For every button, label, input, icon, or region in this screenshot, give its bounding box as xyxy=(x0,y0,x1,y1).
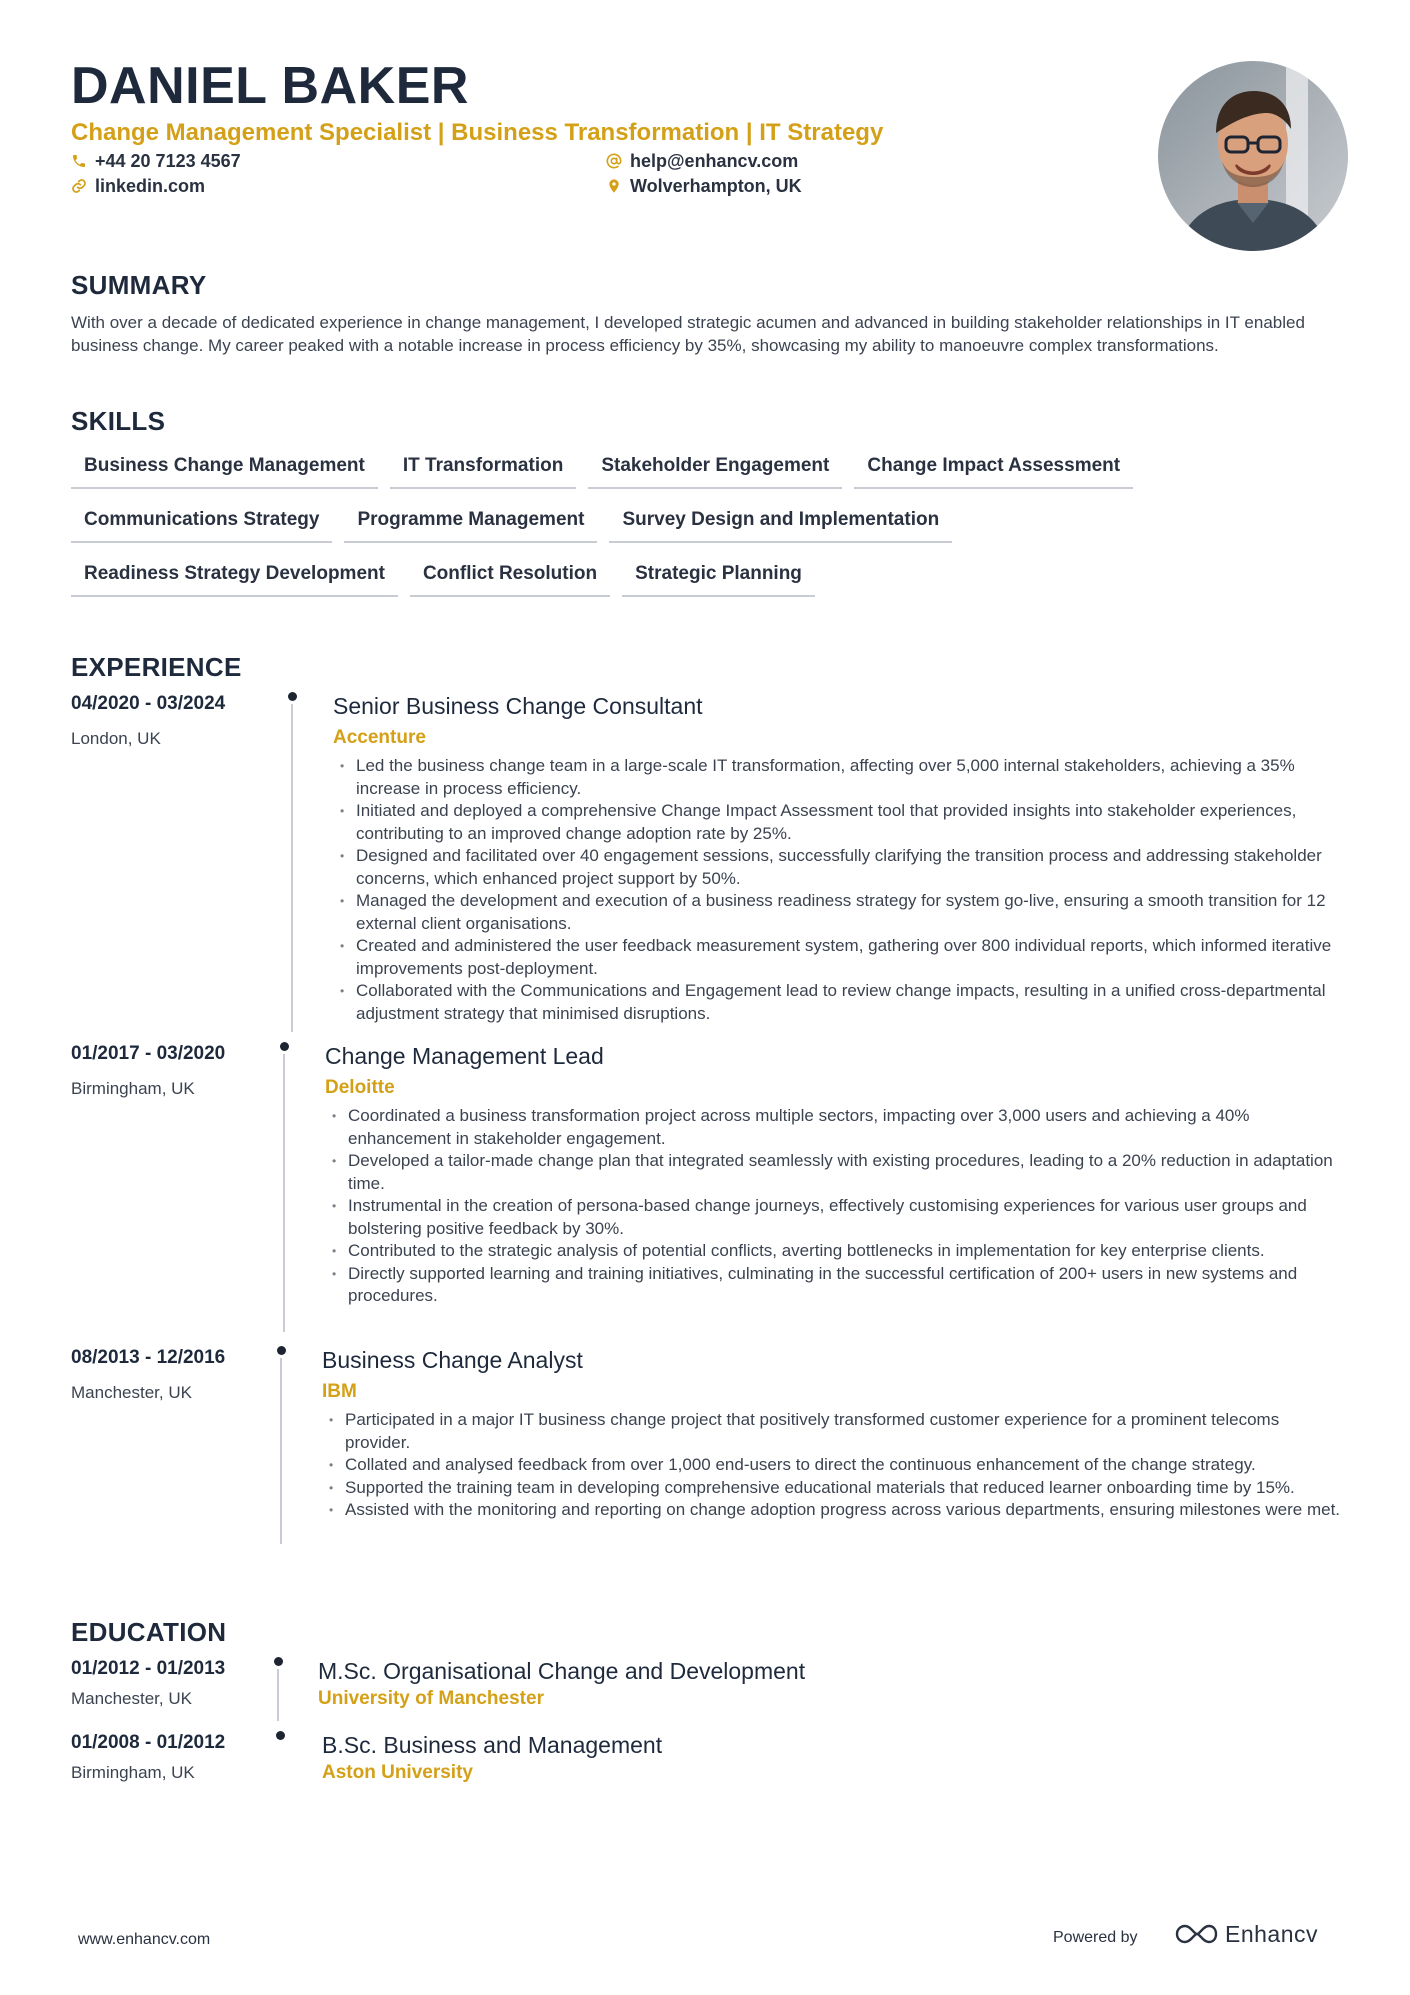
job-location: London, UK xyxy=(71,729,161,748)
skills-row xyxy=(71,502,1351,543)
headline: Change Management Specialist | Business Transformation | IT Strategy xyxy=(71,119,884,146)
skills-row xyxy=(71,556,1351,597)
job-title: Business Change Analyst xyxy=(322,1347,583,1373)
job-title: Change Management Lead xyxy=(325,1043,604,1069)
bullet-item: • Initiated and deployed a comprehensive Change Impact Assessment tool that provided insights into stakeholder experiences, contributing to an improved change adoption rate by 25%. xyxy=(333,800,1343,845)
timeline-dot xyxy=(276,1731,285,1740)
job-dates: 01/2017 - 03/2020 xyxy=(71,1043,226,1064)
email-text[interactable]: help@enhancv.com xyxy=(630,151,799,171)
job-bullets xyxy=(322,1409,1347,1522)
skill-tag: Communications Strategy xyxy=(71,502,332,543)
education-heading: EDUCATION xyxy=(71,1617,227,1647)
skill-tag: Stakeholder Engagement xyxy=(588,448,842,489)
contact-email[interactable] xyxy=(606,150,798,172)
job-bullets xyxy=(325,1105,1350,1308)
skill-tag: Readiness Strategy Development xyxy=(71,556,398,597)
degree-title: B.Sc. Business and Management xyxy=(322,1732,663,1758)
edu-dates: 01/2012 - 01/2013 xyxy=(71,1658,226,1679)
skill-tag: IT Transformation xyxy=(390,448,576,489)
skill-tag: Conflict Resolution xyxy=(410,556,610,597)
experience-heading: EXPERIENCE xyxy=(71,652,242,682)
skill-tag: Business Change Management xyxy=(71,448,378,489)
footer-website[interactable]: www.enhancv.com xyxy=(78,1931,211,1948)
timeline-line xyxy=(283,1054,285,1332)
bullet-item: • Created and administered the user feedback measurement system, gathering over 800 individual reports, which informed iterative improvements post-deployment. xyxy=(333,935,1343,980)
bullet-item: • Collated and analysed feedback from over 1,000 end-users to direct the continuous enhancement of the change strategy. xyxy=(322,1454,1347,1477)
bullet-item: • Designed and facilitated over 40 engagement sessions, successfully clarifying the transition process and addressing stakeholder concerns, which enhanced project support by 50%. xyxy=(333,845,1343,890)
edu-location: Birmingham, UK xyxy=(71,1763,195,1782)
edu-location: Manchester, UK xyxy=(71,1689,192,1708)
phone-icon xyxy=(71,153,87,169)
job-bullets xyxy=(333,755,1343,1025)
summary-heading: SUMMARY xyxy=(71,270,207,300)
timeline-dot xyxy=(280,1042,289,1051)
profile-photo xyxy=(1158,61,1348,251)
timeline-line xyxy=(277,1669,279,1721)
skill-tag: Strategic Planning xyxy=(622,556,815,597)
summary-text: With over a decade of dedicated experience in change management, I developed strategic acumen and advanced in building stakeholder relationships in IT enabled business change. My career peaked with a notable increase in process efficiency by 35%, showcasing my ability to manoeuvre complex transformations. xyxy=(71,313,1305,355)
location-text: Wolverhampton, UK xyxy=(630,176,802,196)
contact-linkedin[interactable] xyxy=(71,175,205,197)
bullet-item: • Supported the training team in developing comprehensive educational materials that reduced learner onboarding time by 15%. xyxy=(322,1477,1347,1500)
map-pin-icon xyxy=(606,178,622,194)
bullet-item: • Instrumental in the creation of persona-based change journeys, effectively customising experiences for various user groups and bolstering positive feedback by 30%. xyxy=(325,1195,1350,1240)
link-icon xyxy=(71,178,87,194)
timeline-line xyxy=(291,704,293,1032)
company-name: Accenture xyxy=(333,727,426,748)
bullet-item: • Contributed to the strategic analysis of potential conflicts, averting bottlenecks in implementation for key enterprise clients. xyxy=(325,1240,1350,1263)
candidate-name: DANIEL BAKER xyxy=(71,57,469,115)
skills-row xyxy=(71,448,1351,489)
job-dates: 08/2013 - 12/2016 xyxy=(71,1347,226,1368)
bullet-item: • Developed a tailor-made change plan that integrated seamlessly with existing procedures, leading to a 20% reduction in adaptation time. xyxy=(325,1150,1350,1195)
company-name: Deloitte xyxy=(325,1077,395,1098)
edu-dates: 01/2008 - 01/2012 xyxy=(71,1732,226,1753)
contact-phone xyxy=(71,150,241,172)
bullet-item: • Coordinated a business transformation project across multiple sectors, impacting over 3,000 users and achieving a 40% enhancement in stakeholder engagement. xyxy=(325,1105,1350,1150)
job-dates: 04/2020 - 03/2024 xyxy=(71,693,226,714)
bullet-item: • Collaborated with the Communications and Engagement lead to review change impacts, resulting in a unified cross-departmental adjustment strategy that minimised disruptions. xyxy=(333,980,1343,1025)
skill-tag: Programme Management xyxy=(344,502,597,543)
enhancv-logo-icon xyxy=(1173,1920,1219,1948)
job-location: Birmingham, UK xyxy=(71,1079,195,1098)
powered-by-label: Powered by xyxy=(1053,1929,1138,1946)
skill-tag: Survey Design and Implementation xyxy=(609,502,952,543)
bullet-item: • Assisted with the monitoring and reporting on change adoption progress across various departments, ensuring milestones were met. xyxy=(322,1499,1347,1522)
bullet-item: • Directly supported learning and training initiatives, culminating in the successful certification of 200+ users in new systems and procedures. xyxy=(325,1263,1350,1308)
brand-logo[interactable] xyxy=(1173,1920,1318,1948)
bullet-item: • Led the business change team in a large-scale IT transformation, affecting over 5,000 internal stakeholders, achieving a 35% increase in process efficiency. xyxy=(333,755,1343,800)
timeline-dot xyxy=(274,1657,283,1666)
school-name: University of Manchester xyxy=(318,1688,544,1709)
timeline-line xyxy=(280,1358,282,1544)
bullet-item: • Participated in a major IT business change project that positively transformed customer experience for a prominent telecoms provider. xyxy=(322,1409,1347,1454)
contact-location xyxy=(606,175,802,197)
phone-text: +44 20 7123 4567 xyxy=(95,151,241,171)
skill-tag: Change Impact Assessment xyxy=(854,448,1133,489)
skills-heading: SKILLS xyxy=(71,406,166,436)
company-name: IBM xyxy=(322,1381,357,1402)
job-location: Manchester, UK xyxy=(71,1383,192,1402)
at-icon xyxy=(606,153,622,169)
timeline-dot xyxy=(277,1346,286,1355)
school-name: Aston University xyxy=(322,1762,473,1783)
brand-name: Enhancv xyxy=(1225,1920,1319,1947)
timeline-dot xyxy=(288,692,297,701)
avatar-illustration xyxy=(1158,61,1348,251)
job-title: Senior Business Change Consultant xyxy=(333,693,703,719)
degree-title: M.Sc. Organisational Change and Development xyxy=(318,1658,806,1684)
bullet-item: • Managed the development and execution of a business readiness strategy for system go-live, ensuring a smooth transition for 12 external client organisations. xyxy=(333,890,1343,935)
skills-list xyxy=(71,448,1351,610)
linkedin-text[interactable]: linkedin.com xyxy=(95,176,206,196)
